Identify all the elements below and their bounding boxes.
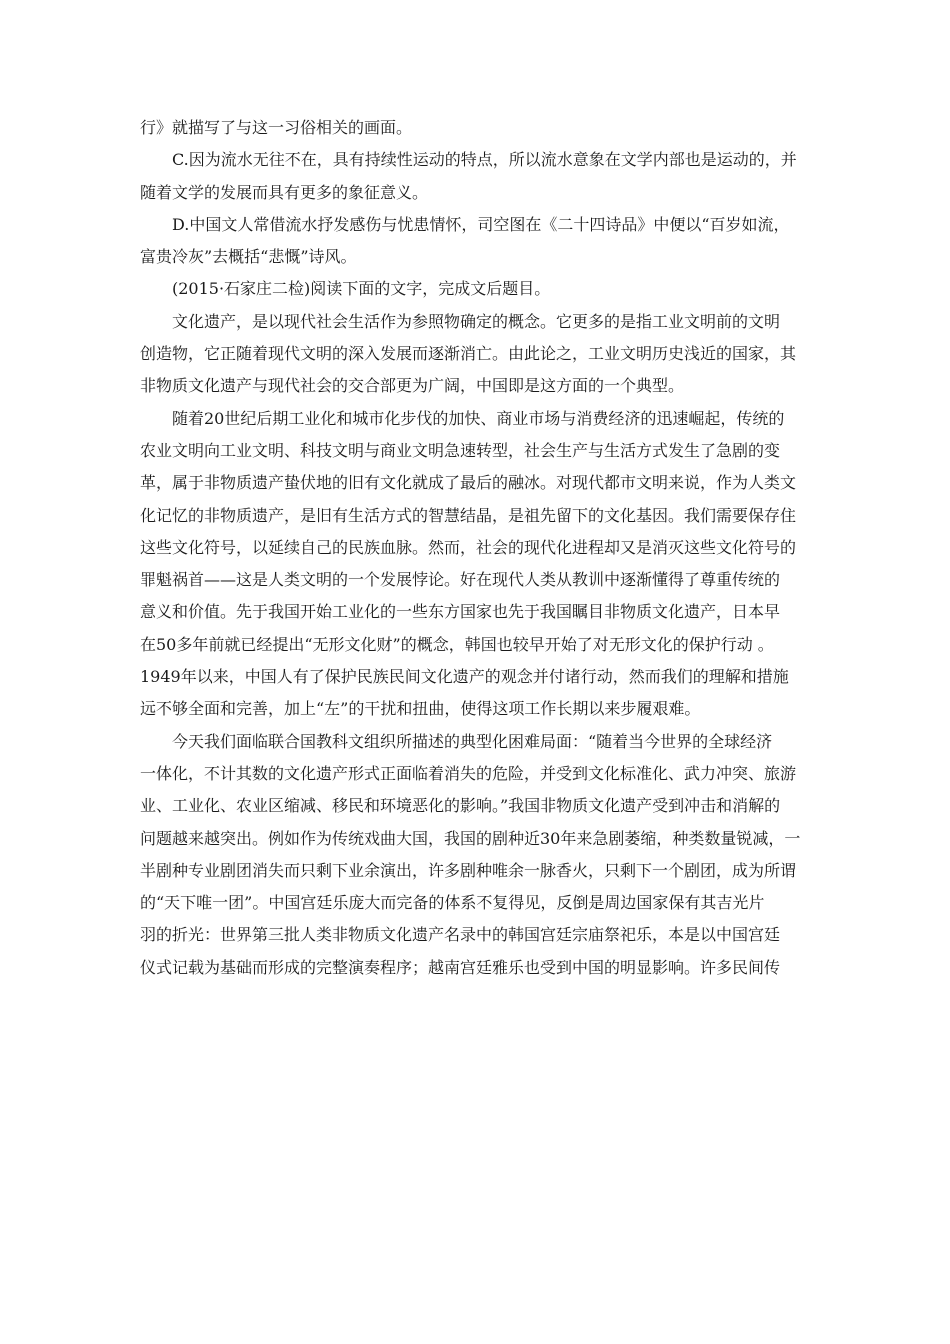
text-line: 罪魁祸首——这是人类文明的一个发展悖论。好在现代人类从教训中逐渐懂得了尊重传统的: [140, 570, 781, 590]
text-line: 1949年以来，中国人有了保护民族民间文化遗产的观念并付诸行动，然而我们的理解和措施: [140, 667, 789, 687]
text-line: C.因为流水无往不在，具有持续性运动的特点，所以流水意象在文学内部也是运动的，并: [172, 150, 797, 170]
paragraph: [140, 726, 814, 984]
paragraph: [140, 112, 814, 144]
text-line: 行》就描写了与这一习俗相关的画面。: [140, 118, 413, 137]
text-line: 在50多年前就已经提出“无形文化财”的概念，韩国也较早开始了对无形文化的保护行动 。: [140, 634, 774, 654]
paragraph: [140, 306, 814, 403]
text-line: 农业文明向工业文明、科技文明与商业文明急速转型，社会生产与生活方式发生了急剧的变: [140, 440, 781, 460]
text-line: 随着文学的发展而具有更多的象征意义。: [140, 182, 429, 202]
text-line: 仪式记载为基础而形成的完整演奏程序；越南宫廷雅乐也受到中国的明显影响。许多民间传: [140, 957, 781, 977]
paragraph: [140, 144, 814, 209]
text-line: 非物质文化遗产与现代社会的交合部更为广阔，中国即是这方面的一个典型。: [140, 376, 685, 396]
text-line: 富贵冷灰”去概括“悲慨”诗风。: [140, 247, 357, 267]
text-line: 化记忆的非物质遗产，是旧有生活方式的智慧结晶，是祖先留下的文化基因。我们需要保存住: [140, 505, 797, 525]
text-line: 今天我们面临联合国教科文组织所描述的典型化困难局面：“随着当今世界的全球经济: [172, 731, 773, 751]
paragraph: [140, 209, 814, 274]
paragraph: [140, 273, 814, 305]
text-line: (2015·石家庄二检)阅读下面的文字，完成文后题目。: [172, 279, 551, 299]
text-line: 的“天下唯一团”。中国宫廷乐庞大而完备的体系不复得见，反倒是周边国家保有其吉光片: [140, 893, 765, 913]
text-line: 一体化，不计其数的文化遗产形式正面临着消失的危险，并受到文化标准化、武力冲突、旅游: [140, 763, 797, 783]
text-line: 革，属于非物质遗产蛰伏地的旧有文化就成了最后的融冰。对现代都市文明来说，作为人类文: [140, 473, 797, 493]
text-line: 半剧种专业剧团消失而只剩下业余演出，许多剧种唯余一脉香火，只剩下一个剧团，成为所谓: [140, 860, 797, 880]
text-line: 业、工业化、农业区缩减、移民和环境恶化的影响。”我国非物质文化遗产受到冲击和消解的: [140, 796, 781, 816]
text-line: 意义和价值。先于我国开始工业化的一些东方国家也先于我国瞩目非物质文化遗产，日本早: [140, 602, 781, 622]
text-line: 这些文化符号，以延续自己的民族血脉。然而，社会的现代化进程却又是消灭这些文化符号的: [140, 537, 797, 557]
text-line: 文化遗产，是以现代社会生活作为参照物确定的概念。它更多的是指工业文明前的文明: [172, 311, 781, 331]
text-line: 创造物，它正随着现代文明的深入发展而逐渐消亡。由此论之，工业文明历史浅近的国家，其: [140, 344, 797, 364]
text-line: 随着20世纪后期工业化和城市化步伐的加快、商业市场与消费经济的迅速崛起，传统的: [172, 408, 785, 428]
text-line: 远不够全面和完善，加上“左”的干扰和扭曲，使得这项工作长期以来步履艰难。: [140, 699, 701, 719]
text-line: 问题越来越突出。例如作为传统戏曲大国，我国的剧种近30年来急剧萎缩，种类数量锐减，一: [140, 828, 801, 848]
text-line: D.中国文人常借流水抒发感伤与忧患情怀，司空图在《二十四诗品》中便以“百岁如流，: [172, 214, 790, 234]
text-line: 羽的折光：世界第三批人类非物质文化遗产名录中的韩国宫廷宗庙祭祀乐，本是以中国宫廷: [140, 925, 781, 945]
paragraph: [140, 403, 814, 726]
